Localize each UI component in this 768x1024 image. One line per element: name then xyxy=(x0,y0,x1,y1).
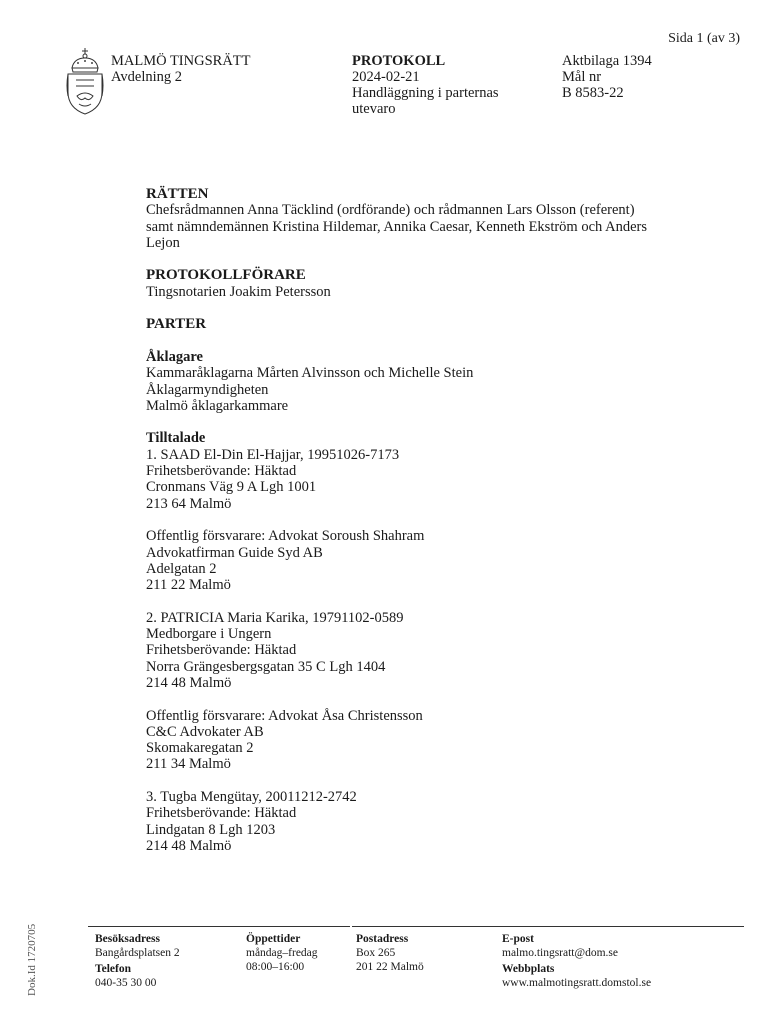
footer-contact-column xyxy=(502,932,651,990)
defendant-line: Frihetsberövande: Häktad xyxy=(146,642,297,659)
defendant-line: Medborgare i Ungern xyxy=(146,626,272,643)
defendant-line: 1. SAAD El-Din El-Hajjar, 19951026-7173 xyxy=(146,446,400,463)
defendant-line: 3. Tugba Mengütay, 20011212-2742 xyxy=(146,788,357,805)
opening-hours-label: Öppettider xyxy=(246,933,301,945)
footer-visit-column xyxy=(95,932,180,990)
opening-days: måndag–fredag xyxy=(246,947,318,959)
appendix-number: Aktbilaga 1394 xyxy=(562,53,652,69)
visit-address-label: Besöksadress xyxy=(95,933,160,945)
section-heading-clerk: PROTOKOLLFÖRARE xyxy=(146,267,306,284)
website-label: Webbplats xyxy=(502,963,555,975)
phone-label: Telefon xyxy=(95,963,131,975)
coat-of-arms-icon xyxy=(64,46,106,116)
court-header xyxy=(111,53,251,85)
document-body xyxy=(146,186,686,854)
postal-city: 201 22 Malmö xyxy=(356,961,424,973)
case-number: B 8583-22 xyxy=(562,85,624,101)
phone-number: 040-35 30 00 xyxy=(95,977,157,989)
clerk-name: Tingsnotarien Joakim Petersson xyxy=(146,283,331,300)
document-id: Dok.Id 1720705 xyxy=(26,923,38,996)
defendant-line: Norra Grängesbergsgatan 35 C Lgh 1404 xyxy=(146,658,386,675)
prosecutor-line: Malmö åklagarkammare xyxy=(146,397,289,414)
page-number: Sida 1 (av 3) xyxy=(668,31,740,46)
section-heading-parties: PARTER xyxy=(146,316,207,333)
defendant-line: 213 64 Malmö xyxy=(146,495,232,512)
defense-line: Offentlig försvarare: Advokat Åsa Christensson xyxy=(146,707,423,724)
defense-line: 211 34 Malmö xyxy=(146,756,231,773)
prosecutor-line: Åklagarmyndigheten xyxy=(146,381,269,398)
footer-post-column xyxy=(356,932,424,974)
defense-line: 211 22 Malmö xyxy=(146,577,231,594)
department: Avdelning 2 xyxy=(111,69,183,85)
footer-hours-column xyxy=(246,932,318,974)
court-name: MALMÖ TINGSRÄTT xyxy=(111,53,251,69)
document-type: PROTOKOLL xyxy=(352,53,446,69)
document-date: 2024-02-21 xyxy=(352,69,420,85)
case-number-label: Mål nr xyxy=(562,69,602,85)
email-link[interactable]: malmo.tingsratt@dom.se xyxy=(502,947,618,959)
website-link[interactable]: www.malmotingsratt.domstol.se xyxy=(502,977,652,989)
defense-line: Skomakaregatan 2 xyxy=(146,740,254,757)
postal-address-label: Postadress xyxy=(356,933,409,945)
defense-line: Adelgatan 2 xyxy=(146,560,217,577)
defendant-line: 214 48 Malmö xyxy=(146,674,232,691)
footer-divider xyxy=(352,926,744,927)
defendant-line: Lindgatan 8 Lgh 1203 xyxy=(146,821,276,838)
document-subtitle-line2: utevaro xyxy=(352,101,396,117)
case-info xyxy=(562,53,652,101)
visit-address: Bangårdsplatsen 2 xyxy=(95,947,180,959)
defendant-line: Frihetsberövande: Häktad xyxy=(146,805,297,822)
footer-divider xyxy=(88,926,350,927)
court-composition-line: Lejon xyxy=(146,234,180,251)
defendant-line: 214 48 Malmö xyxy=(146,837,232,854)
defense-line: Advokatfirman Guide Syd AB xyxy=(146,544,323,561)
defendant-line: 2. PATRICIA Maria Karika, 19791102-0589 xyxy=(146,609,404,626)
court-composition-line: Chefsrådmannen Anna Täcklind (ordförande) och rådmannen Lars Olsson (referent) xyxy=(146,202,635,219)
prosecutor-heading: Åklagare xyxy=(146,348,203,365)
email-label: E-post xyxy=(502,933,534,945)
prosecutor-line: Kammaråklagarna Mårten Alvinsson och Michelle Stein xyxy=(146,365,474,382)
opening-time: 08:00–16:00 xyxy=(246,961,305,973)
defendant-line: Frihetsberövande: Häktad xyxy=(146,463,297,480)
postal-box: Box 265 xyxy=(356,947,396,959)
defendant-line: Cronmans Väg 9 A Lgh 1001 xyxy=(146,479,317,496)
document-type-block xyxy=(352,53,532,117)
section-heading-court: RÄTTEN xyxy=(146,186,209,202)
defense-line: Offentlig försvarare: Advokat Soroush Shahram xyxy=(146,528,425,545)
court-composition-line: samt nämndemännen Kristina Hildemar, Annika Caesar, Kenneth Ekström och Anders xyxy=(146,218,647,235)
defendants-heading: Tilltalade xyxy=(146,430,206,447)
document-subtitle-line1: Handläggning i parternas xyxy=(352,85,499,101)
defense-line: C&C Advokater AB xyxy=(146,723,264,740)
